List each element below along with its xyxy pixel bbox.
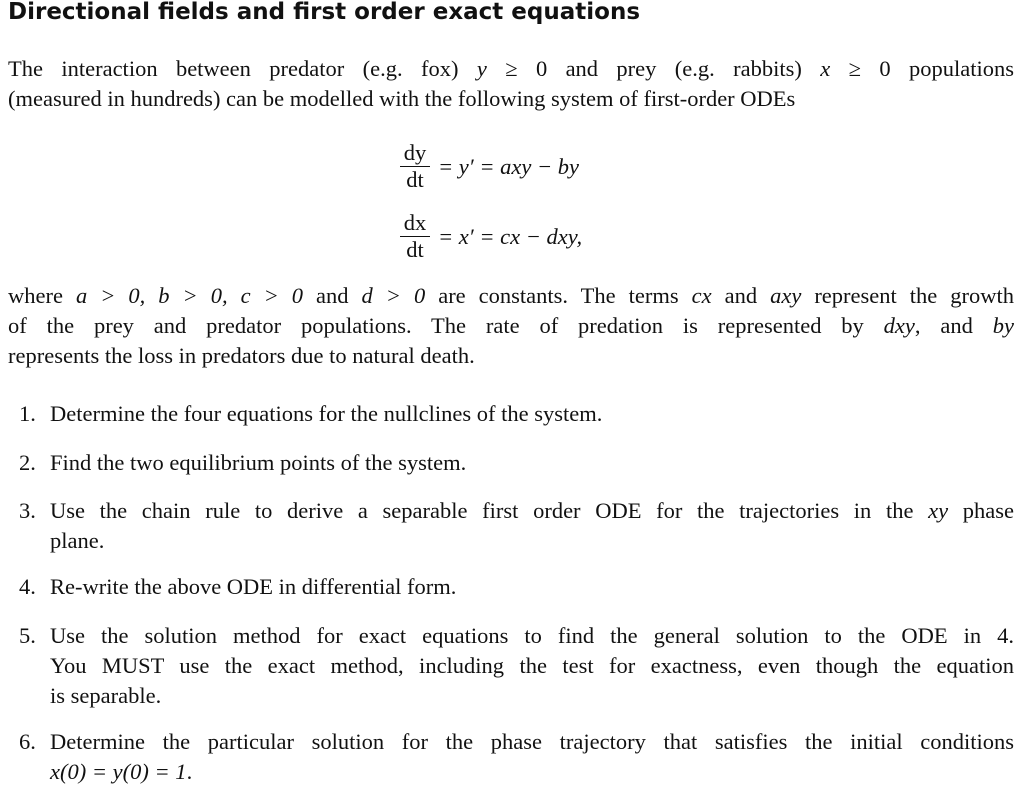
fraction-dy-dt [400, 141, 430, 193]
question-text: Determine the four equations for the nullclines of the system. [50, 401, 603, 426]
question-number: 2. [19, 450, 36, 475]
question-text: Use the chain rule to derive a separable first order ODE for the trajectories in the xy phase [50, 498, 1014, 523]
intro-line-1: The interaction between predator (e.g. fox) y ≥ 0 and prey (e.g. rabbits) x ≥ 0 populations [8, 56, 1014, 81]
fraction-dx-dt [400, 211, 430, 263]
question-text: Find the two equilibrium points of the system. [50, 450, 467, 475]
constants-line-1: where a > 0, b > 0, c > 0 and d > 0 are constants. The terms cx and axy represent the growth [8, 283, 1014, 308]
equation-rhs: = x′ = cx − dxy, [438, 224, 583, 249]
question-number: 6. [19, 729, 36, 754]
equation-system [400, 132, 582, 272]
question-number: 4. [19, 574, 36, 599]
question-text: You MUST use the exact method, including the test for exactness, even though the equation [50, 653, 1014, 678]
question-number: 5. [19, 623, 36, 648]
equation-dy-dt [400, 132, 582, 202]
question-text: Determine the particular solution for the phase trajectory that satisfies the initial conditions [50, 729, 1014, 754]
question-text: is separable. [50, 683, 162, 708]
constants-line-3: represents the loss in predators due to natural death. [8, 343, 475, 368]
intro-paragraph [8, 54, 1014, 114]
fraction-numerator: dy [403, 140, 427, 165]
question-text: plane. [50, 528, 105, 553]
fraction-numerator: dx [403, 210, 427, 235]
question-text: x(0) = y(0) = 1. [50, 759, 193, 784]
page-title: Directional fields and first order exact equations [8, 0, 641, 25]
equation-rhs: = y′ = axy − by [438, 154, 580, 179]
intro-line-2: (measured in hundreds) can be modelled with the following system of first-order ODEs [8, 86, 796, 111]
fraction-denominator: dt [406, 237, 424, 262]
question-number: 3. [19, 498, 36, 523]
constants-paragraph [8, 281, 1014, 371]
equation-dx-dt [400, 202, 582, 272]
question-text: Use the solution method for exact equations to find the general solution to the ODE in 4. [50, 623, 1014, 648]
fraction-denominator: dt [406, 167, 424, 192]
constants-line-2: of the prey and predator populations. The rate of predation is represented by dxy, and by [8, 313, 1014, 338]
question-number: 1. [19, 401, 36, 426]
question-text: Re-write the above ODE in differential form. [50, 574, 457, 599]
